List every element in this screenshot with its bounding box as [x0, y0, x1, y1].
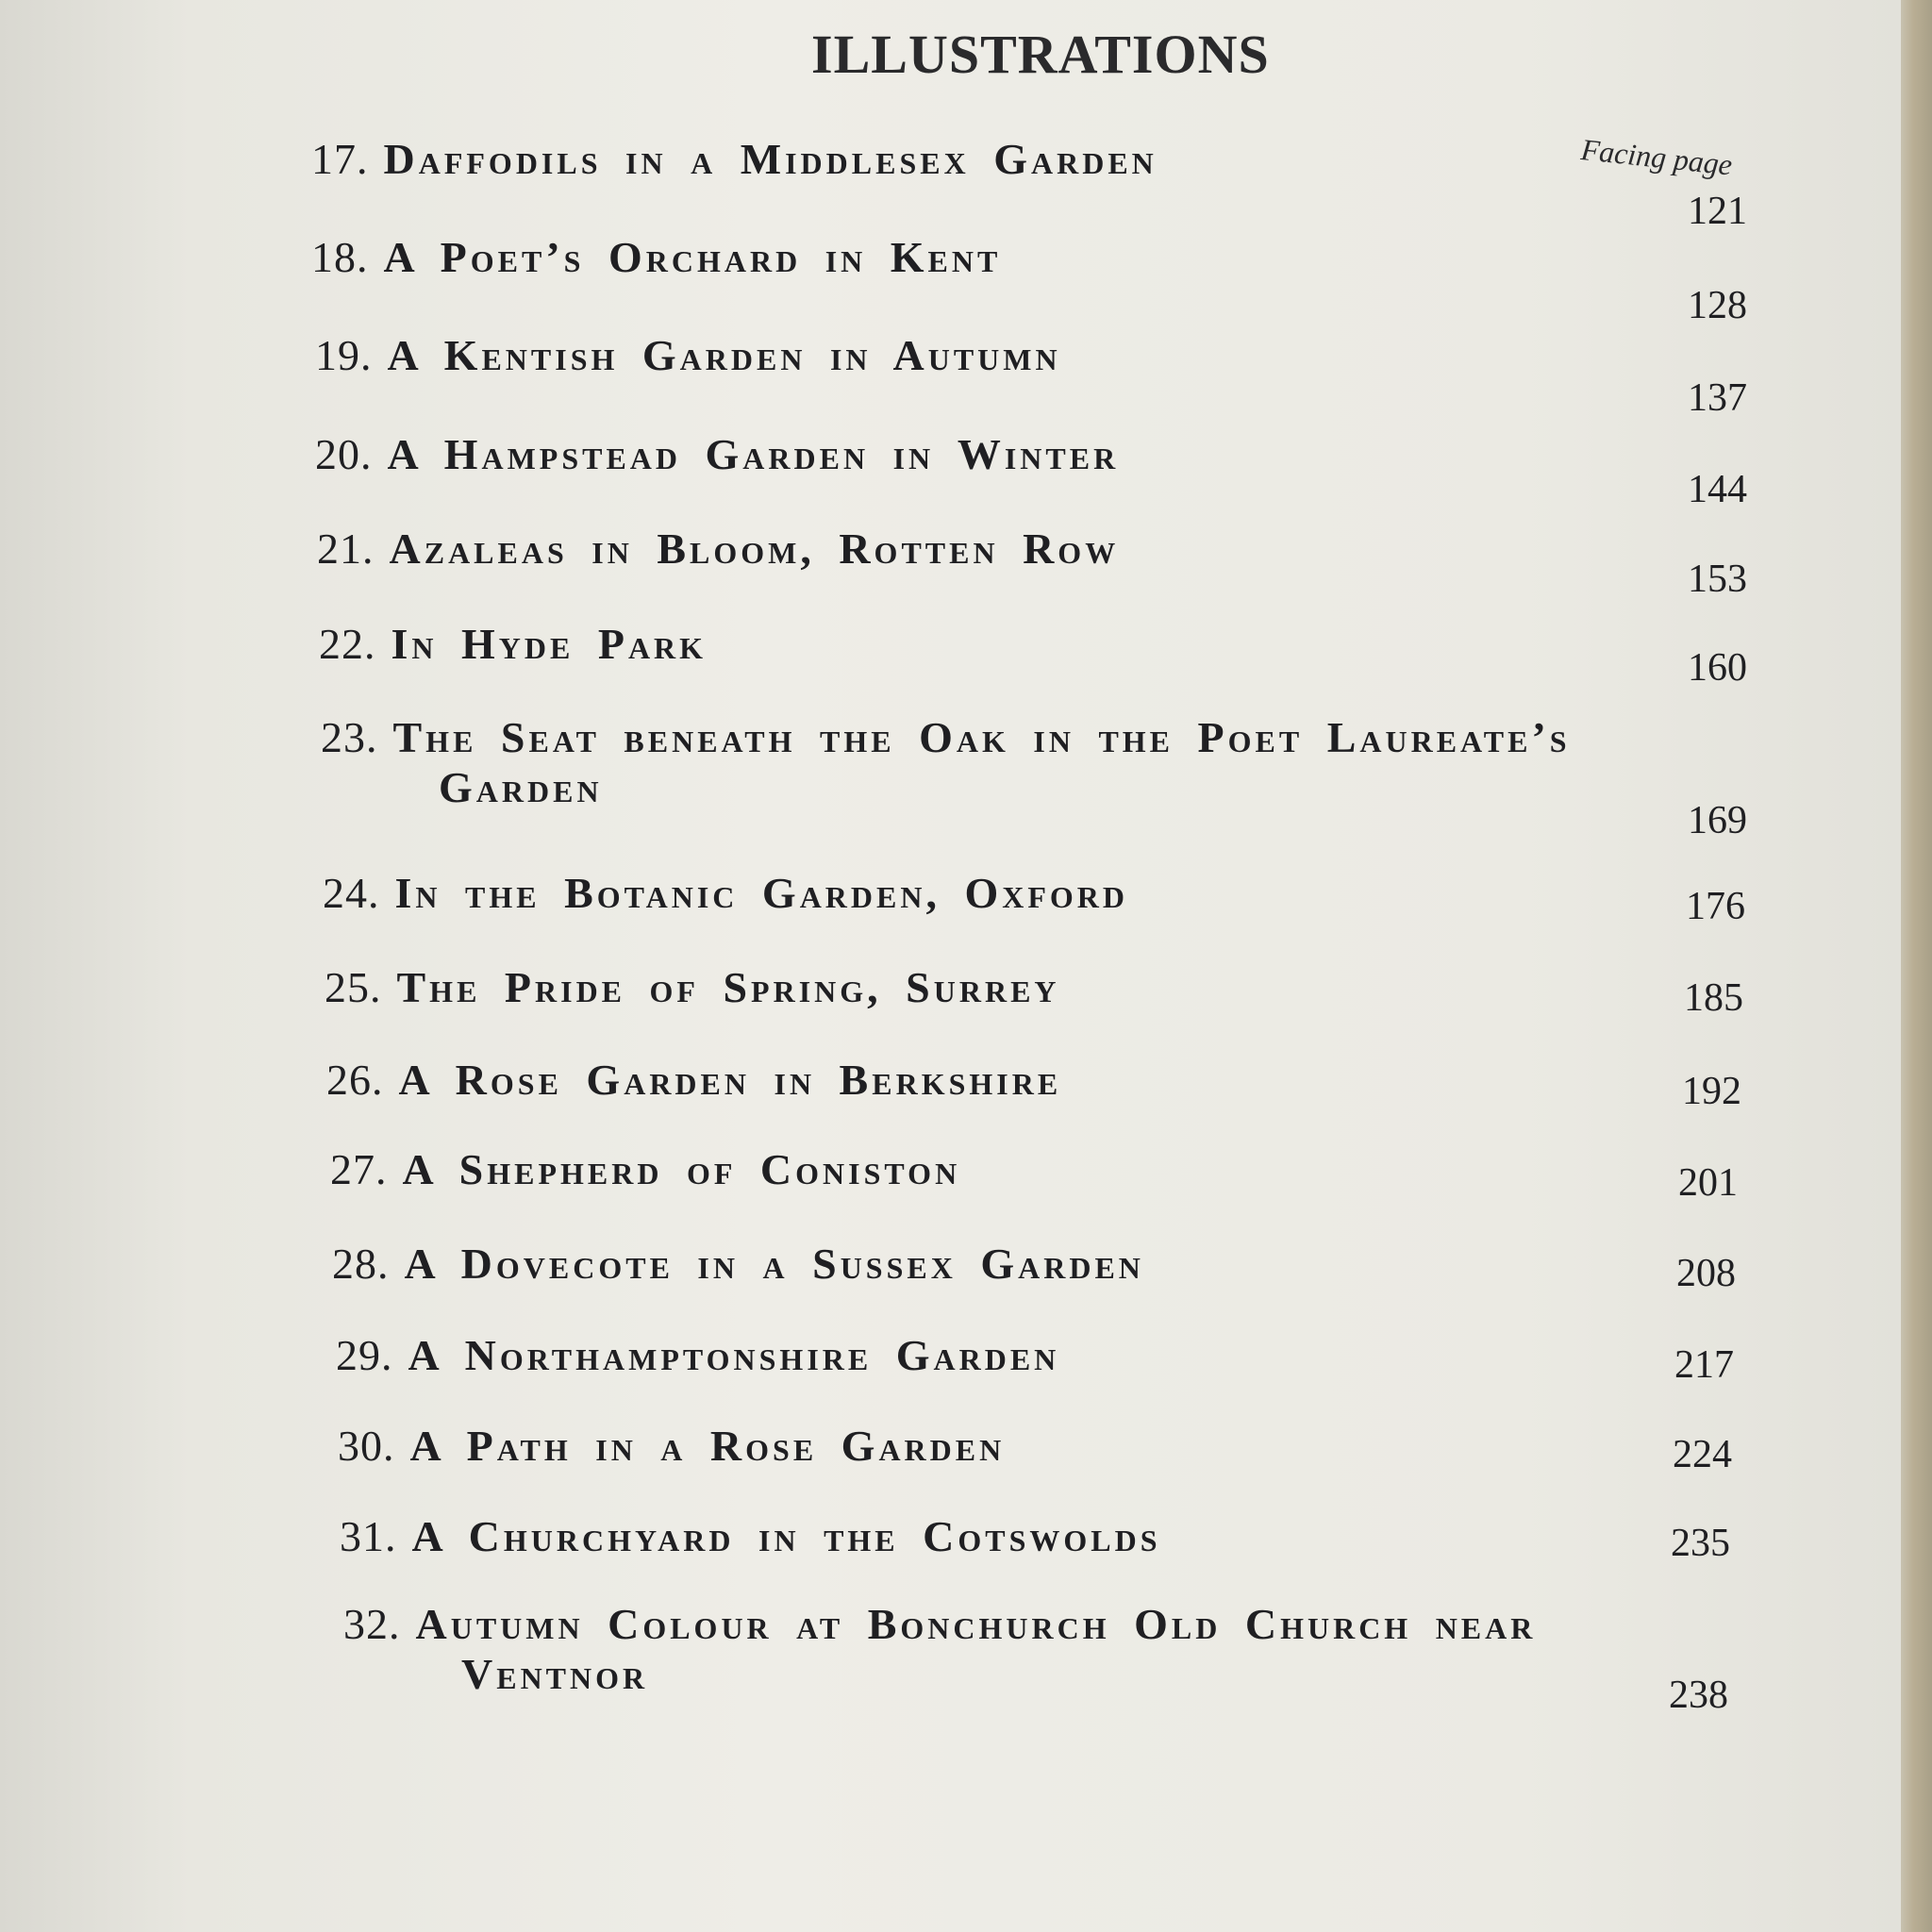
entry-number: 23.	[321, 713, 378, 761]
illustration-entry	[311, 134, 1158, 184]
entry-title: A Hampstead Garden in Winter	[387, 430, 1120, 478]
entry-title: A Rose Garden in Berkshire	[398, 1056, 1062, 1104]
entry-number: 19.	[315, 331, 373, 379]
entry-number: 30.	[338, 1422, 395, 1470]
entry-page-number: 160	[1688, 646, 1747, 690]
entry-title: A Shepherd of Coniston	[402, 1145, 961, 1193]
entry-page-number: 238	[1669, 1674, 1728, 1717]
entry-title: A Dovecote in a Sussex Garden	[404, 1240, 1144, 1288]
illustration-entry	[317, 524, 1119, 574]
illustration-entry	[343, 1599, 1536, 1699]
entry-number: 28.	[332, 1240, 390, 1288]
entry-number: 32.	[343, 1600, 401, 1648]
entry-number: 29.	[336, 1331, 393, 1379]
entry-page-number: 185	[1684, 976, 1743, 1020]
page-edge	[1901, 0, 1932, 1932]
entry-page-number: 128	[1688, 284, 1747, 327]
illustration-entry	[325, 962, 1060, 1012]
entry-number: 27.	[330, 1145, 388, 1193]
entry-title: In Hyde Park	[391, 620, 708, 668]
entry-title: Azaleas in Bloom, Rotten Row	[389, 525, 1120, 573]
entry-page-number: 192	[1682, 1070, 1741, 1113]
illustration-entry	[315, 429, 1119, 479]
entry-page-number: 144	[1688, 468, 1747, 511]
entry-page-number: 217	[1674, 1343, 1734, 1387]
entry-number: 25.	[325, 963, 382, 1011]
entry-title: The Seat beneath the Oak in the Poet Laureate’s	[392, 713, 1571, 761]
entry-number: 20.	[315, 430, 373, 478]
entry-number: 22.	[319, 620, 376, 668]
entry-number: 18.	[311, 233, 369, 281]
facing-page-label: Facing page	[1579, 132, 1734, 182]
entry-title: A Churchyard in the Cotswolds	[411, 1512, 1161, 1560]
illustration-entry	[321, 712, 1571, 812]
entry-page-number: 201	[1678, 1161, 1738, 1205]
entry-number: 26.	[326, 1056, 384, 1104]
entry-page-number: 169	[1688, 799, 1747, 842]
entry-page-number: 121	[1688, 190, 1747, 233]
entry-page-number: 137	[1688, 376, 1747, 420]
entry-title: Autumn Colour at Bonchurch Old Church near	[415, 1600, 1537, 1648]
illustration-entry	[323, 868, 1128, 918]
entry-title: In the Botanic Garden, Oxford	[394, 869, 1129, 917]
entry-title: A Poet’s Orchard in Kent	[383, 233, 1002, 281]
entry-number: 21.	[317, 525, 375, 573]
entry-title-continuation: Ventnor	[461, 1650, 649, 1698]
illustration-entry	[330, 1144, 960, 1194]
illustration-entry	[340, 1511, 1161, 1561]
entry-title: A Path in a Rose Garden	[409, 1422, 1006, 1470]
illustration-entry	[319, 619, 707, 669]
page-heading: ILLUSTRATIONS	[811, 24, 1270, 85]
entry-title: Daffodils in a Middlesex Garden	[383, 135, 1158, 183]
entry-number: 24.	[323, 869, 380, 917]
entry-page-number: 176	[1686, 885, 1745, 928]
illustration-entry	[338, 1421, 1005, 1471]
illustration-entry	[315, 330, 1061, 380]
entry-title-continuation: Garden	[439, 763, 603, 811]
illustration-entry	[311, 232, 1001, 282]
illustration-entry	[332, 1239, 1144, 1289]
entry-title: The Pride of Spring, Surrey	[396, 963, 1060, 1011]
entry-number: 31.	[340, 1512, 397, 1560]
entry-page-number: 235	[1671, 1522, 1730, 1565]
entry-page-number: 153	[1688, 558, 1747, 601]
entry-title: A Northamptonshire Garden	[408, 1331, 1060, 1379]
illustration-entry	[336, 1330, 1059, 1380]
entry-title: A Kentish Garden in Autumn	[387, 331, 1061, 379]
illustration-entry	[326, 1055, 1061, 1105]
entry-number: 17.	[311, 135, 369, 183]
entry-page-number: 224	[1673, 1433, 1732, 1476]
entry-page-number: 208	[1676, 1252, 1736, 1295]
